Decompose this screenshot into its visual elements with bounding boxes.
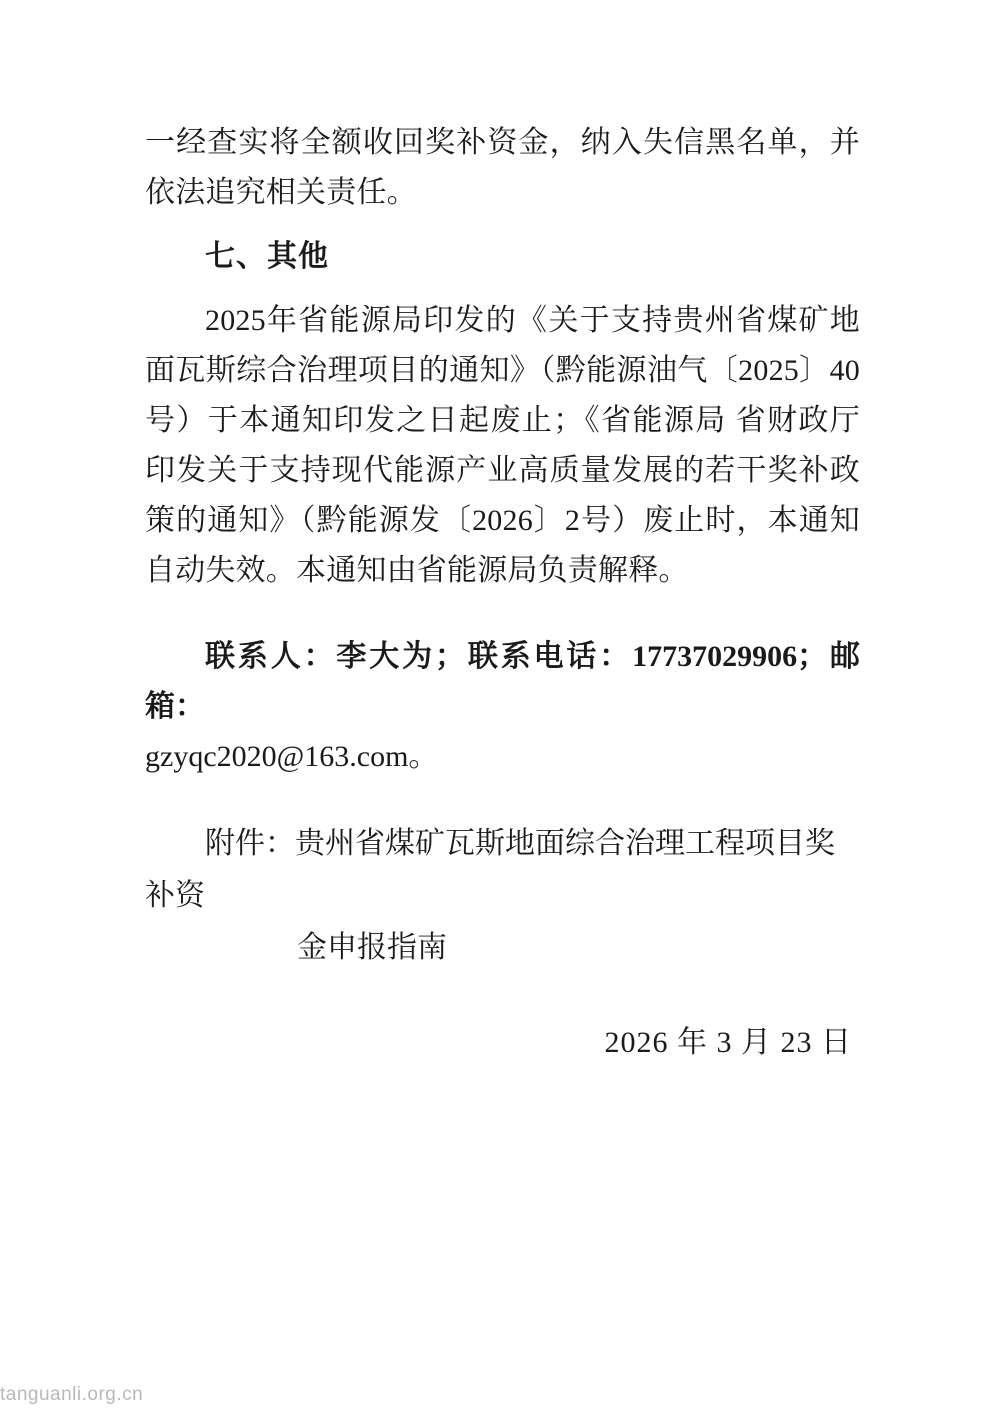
attachment-line-1: 附件：贵州省煤矿瓦斯地面综合治理工程项目奖补资 [145, 827, 835, 912]
section-heading-other: 七、其他 [205, 240, 329, 273]
spacer [145, 218, 860, 232]
paragraph-continued: 一经查实将全额收回奖补资金，纳入失信黑名单，并依法追究相关责任。 [145, 126, 860, 209]
section-body-other: 2025年省能源局印发的《关于支持贵州省煤矿地面瓦斯综合治理项目的通知》（黔能源油气〔2025〕40号）于本通知印发之日起废止；《省能源局 省财政厅印发关于支持现代能源产业高质量发展的若干奖补政策的通知》（黔能源发〔2026〕2号）废止时，本通知自动失效。本通知由省能源局负责解释。 [145, 304, 860, 587]
document-body [145, 118, 860, 1068]
spacer [145, 282, 860, 296]
attachment-line-2: 金申报指南 [297, 931, 447, 964]
spacer [145, 974, 860, 1018]
document-date: 2026 年 3 月 23 日 [604, 1026, 852, 1059]
site-watermark: tanguanli.org.cn [0, 1384, 144, 1405]
spacer [145, 596, 860, 632]
contact-email: gzyqc2020@163.com。 [145, 740, 439, 773]
contact-line: 联系人：李大为；联系电话：17737029906；邮箱： [145, 640, 860, 723]
spacer [145, 782, 860, 818]
